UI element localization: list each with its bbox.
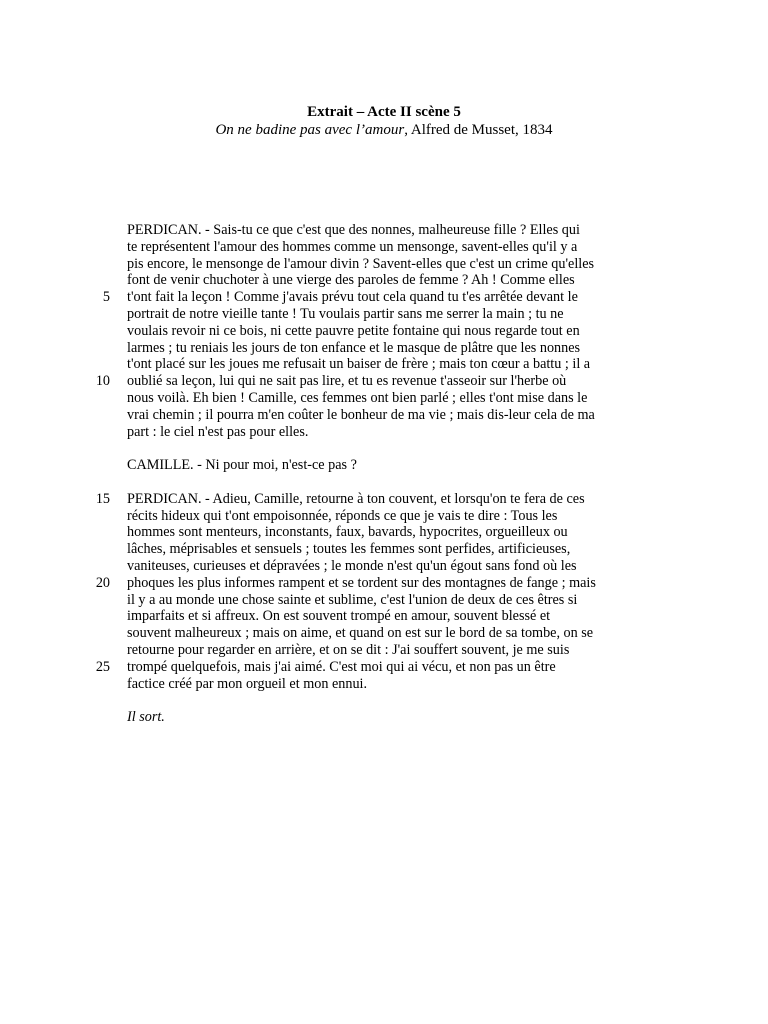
line-number: 10: [95, 373, 110, 390]
text-line: imparfaits et si affreux. On est souvent trompé en amour, souvent blessé et: [127, 608, 551, 625]
text-line: t'ont fait la leçon ! Comme j'avais prévu tout cela quand tu t'es arrêtée devant le: [127, 289, 578, 306]
text-line: factice créé par mon orgueil et mon ennui.: [127, 675, 368, 692]
text-line: vrai chemin ; il pourra m'en coûter le bonheur de ma vie ; mais dis-leur cela de ma: [127, 406, 595, 423]
document-subtitle: [0, 121, 768, 139]
text-line: part : le ciel n'est pas pour elles.: [127, 423, 309, 440]
line-number: 15: [95, 490, 110, 507]
text-line: t'ont placé sur les joues me refusait un baiser de frère ; mais ton cœur a battu ; il a: [127, 356, 591, 373]
text-line: souvent malheureux ; mais on aime, et quand on est sur le bord de sa tombe, on se: [127, 625, 594, 642]
text-line: te représentent l'amour des hommes comme un mensonge, savent-elles qu'il y a: [127, 238, 578, 255]
work-author-date: , Alfred de Musset, 1834: [404, 122, 553, 138]
text-line: portrait de notre vieille tante ! Tu voulais partir sans me serrer la main ; tu ne: [127, 306, 564, 322]
text-line: font de venir chuchoter à une vierge des paroles de femme ? Ah ! Comme elles: [127, 272, 575, 289]
text-line: pis encore, le mensonge de l'amour divin ? Savent-elles que c'est un crime qu'elles: [127, 255, 595, 272]
text-line: retourne pour regarder en arrière, et on se dit : J'ai souffert souvent, je me suis: [127, 642, 570, 658]
stage-direction: Il sort.: [127, 709, 165, 726]
line-number: 20: [95, 574, 110, 591]
line-number: 5: [102, 289, 110, 306]
text-line: voulais revoir ni ce bois, ni cette pauvre petite fontaine qui nous regarde tout en: [127, 322, 580, 339]
text-line: vaniteuses, curieuses et dépravées ; le monde n'est qu'un égout sans fond où les: [127, 558, 577, 574]
text-line: hommes sont menteurs, inconstants, faux, bavards, hypocrites, orgueilleux ou: [127, 524, 568, 541]
text-line: oublié sa leçon, lui qui ne sait pas lire, et tu es revenue t'asseoir sur l'herbe où: [127, 373, 567, 390]
text-line: PERDICAN. - Sais-tu ce que c'est que des nonnes, malheureuse fille ? Elles qui: [127, 222, 580, 238]
text-line: PERDICAN. - Adieu, Camille, retourne à ton couvent, et lorsqu'on te fera de ces: [127, 490, 585, 507]
text-line: larmes ; tu reniais les jours de ton enfance et le masque de plâtre que les nonnes: [127, 339, 581, 356]
line-number: 25: [95, 658, 110, 675]
text-line: il y a au monde une chose sainte et sublime, c'est l'union de deux de ces êtres si: [127, 591, 578, 608]
text-line: récits hideux qui t'ont empoisonnée, réponds ce que je vais te dire : Tous les: [127, 507, 558, 524]
text-line: trompé quelquefois, mais j'ai aimé. C'est moi qui ai vécu, et non pas un être: [127, 658, 556, 675]
text-line: phoques les plus informes rampent et se tordent sur des montagnes de fange ; mais: [127, 574, 596, 591]
work-title: On ne badine pas avec l’amour: [215, 122, 405, 138]
text-line: lâches, méprisables et sensuels ; toutes les femmes sont perfides, artificieuses,: [127, 541, 571, 558]
text-line: CAMILLE. - Ni pour moi, n'est-ce pas ?: [127, 457, 357, 474]
text-line: nous voilà. Eh bien ! Camille, ces femmes ont bien parlé ; elles t'ont mise dans le: [127, 390, 588, 406]
document-title: Extrait – Acte II scène 5: [307, 104, 461, 120]
